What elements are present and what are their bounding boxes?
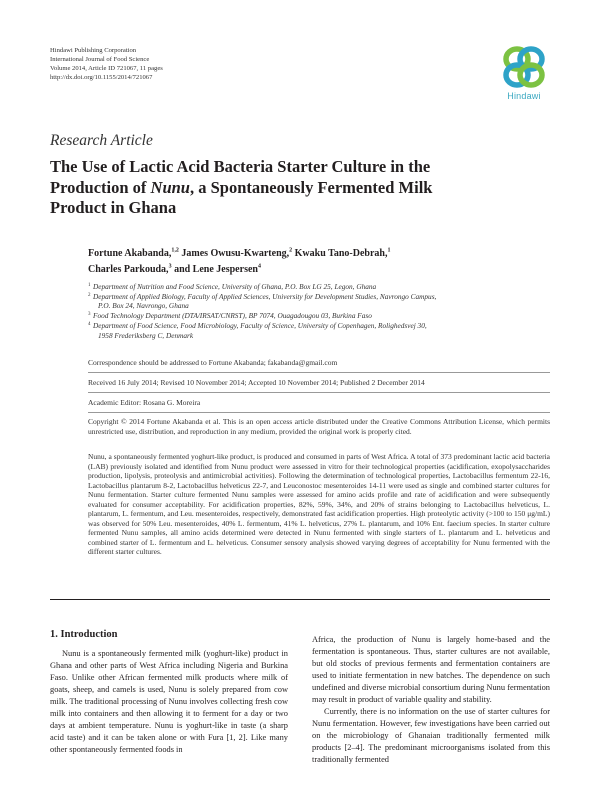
correspondence-line: Correspondence should be addressed to Fortune Akabanda; fakabanda@gmail.com [88,358,338,367]
copyright-notice: Copyright © 2014 Fortune Akabanda et al. This is an open access article distributed under the Creative Commons Attribution License, which permits unrestricted use, distribution, and reproduction in any medium, provided the original work is properly cited. [88,417,550,436]
author: James Owusu-Kwarteng,$^2$ [181,247,293,259]
author: Charles Parkouda,$^3$ [88,263,172,275]
author-list [88,246,518,277]
right-column [312,634,550,767]
section-divider [50,599,550,600]
volume-line: Volume 2014, Article ID 721067, 11 pages [50,65,163,72]
author: Fortune Akabanda,$^{1,2}$ [88,247,179,259]
divider [88,392,550,393]
title-italic: Nunu [150,177,190,197]
academic-editor: Academic Editor: Rosana G. Moreira [88,398,201,407]
affiliation-list [88,282,548,340]
hindawi-logo-icon [500,44,548,90]
journal-name: International Journal of Food Science [50,56,150,63]
hindawi-logo [496,44,552,106]
divider [88,412,550,413]
dates-line: Received 16 July 2014; Revised 10 November 2014; Accepted 10 November 2014; Published 2 December 2014 [88,378,425,387]
left-column [50,648,288,756]
affiliation: 4 Department of Food Science, Food Microbiology, Faculty of Science, University of Copenhagen, Rolighedsvej 30, 1958 Frederiksberg C, Denmark [88,321,427,340]
intro-paragraph: Africa, the production of Nunu is largely home-based and the fermentation is spontaneous. Thus, starter cultures are not available, but old stocks of previous ferments and fermentation containers are used to initiate fermentation in new batches. The dependence on such undefined and diverse microbial consortium during Nunu fermentation may result in product of variable quality and stability. [312,635,550,705]
author: and Lene Jespersen$^4$ [174,263,261,275]
intro-paragraph: Currently, there is no information on the use of starter cultures for Nunu fermentation. However, few investigations have been carried out on the microbiology of Ghanaian traditionally fermented milk products [2–4]. The predominant microorganisms isolated from this traditionally fermented [312,707,550,765]
title-part2: , a Spontaneously Fermented Milk Product in Ghana [50,177,433,217]
introduction-heading: 1. Introduction [50,629,118,640]
abstract-text: Nunu, a spontaneously fermented yoghurt-like product, is produced and consumed in parts of West Africa. A total of 373 predominant lactic acid bacteria (LAB) previously isolated and identified from Nunu product were assessed in vitro for their technological properties (acidification, exopolysaccharides production, lipolysis, proteolysis and antimicrobial activities). Following the determination of technological properties, Lactobacillus fermentum 22-16, Lactobacillus plantarum 8-2, Lactobacillus helveticus 22-7, and Leuconostoc mesenteroides 14-11 were used as single and combined starter cultures for Nunu fermentation. Starter culture fermented Nunu samples were assessed for amino acids profile and rate of acidification and were subsequently evaluated for consumer acceptability. For acidification properties, 82%, 59%, 34%, and 20% of strains belonging to Lactobacillus helveticus, L. plantarum, L. fermentum, and Leu. mesenteroides, respectively, demonstrated fast acidification properties. High proteolytic activity (>100 to 150 μg/mL) was observed for 50% Leu. mesenteroides, 40% L. fermentum, 41% L. helveticus, 27% L. plantarum, and 10% Ent. faecium species. In starter culture fermented Nunu samples, all amino acids determined were detected in Nunu fermented with single starters of L. plantarum and L. helveticus and combined starter of L. fermentum and L. helveticus. Consumer sensory analysis showed varying degrees of acceptability for Nunu fermented with the different starter cultures. [88,452,550,557]
journal-header [50,46,163,82]
logo-text: Hindawi [507,91,541,101]
affiliation: 1 Department of Nutrition and Food Science, University of Ghana, P.O. Box LG 25, Legon, Ghana [88,282,377,291]
abstract [88,452,550,557]
doi-link[interactable]: http://dx.doi.org/10.1155/2014/721067 [50,74,153,81]
article-type: Research Article [50,132,153,149]
title-part1: The Use of Lactic Acid Bacteria Starter Culture in the Production of [50,157,431,197]
affiliation: 2 Department of Applied Biology, Faculty of Applied Sciences, University for Development Studies, Navrongo Campus, P.O. Box 24, Navrongo, Ghana [88,291,437,311]
publisher-name: Hindawi Publishing Corporation [50,47,137,54]
intro-paragraph: Nunu is a spontaneously fermented milk (yoghurt-like) product in Ghana and other parts of West Africa including Nigeria and Burkina Faso. Unlike other African fermented milk products where milk of goats, sheep, and camels is used, Nunu is solely prepared from cow milk. The traditional processing of Nunu involves collecting fresh cow milk into containers and then allowing it to ferment for a day or two days at ambient temperature. Nunu is yoghurt-like in taste (a sharp acid taste) and it can be taken alone or with Fura [1, 2]. Like many other spontaneously fermented foods in [50,649,288,755]
affiliation: 3 Food Technology Department (DTA/IRSAT/CNRST), BP 7074, Ouagadougou 03, Burkina Faso [88,311,372,321]
article-title [50,157,450,219]
divider [88,372,550,373]
author: Kwaku Tano-Debrah,$^1$ [294,247,391,259]
